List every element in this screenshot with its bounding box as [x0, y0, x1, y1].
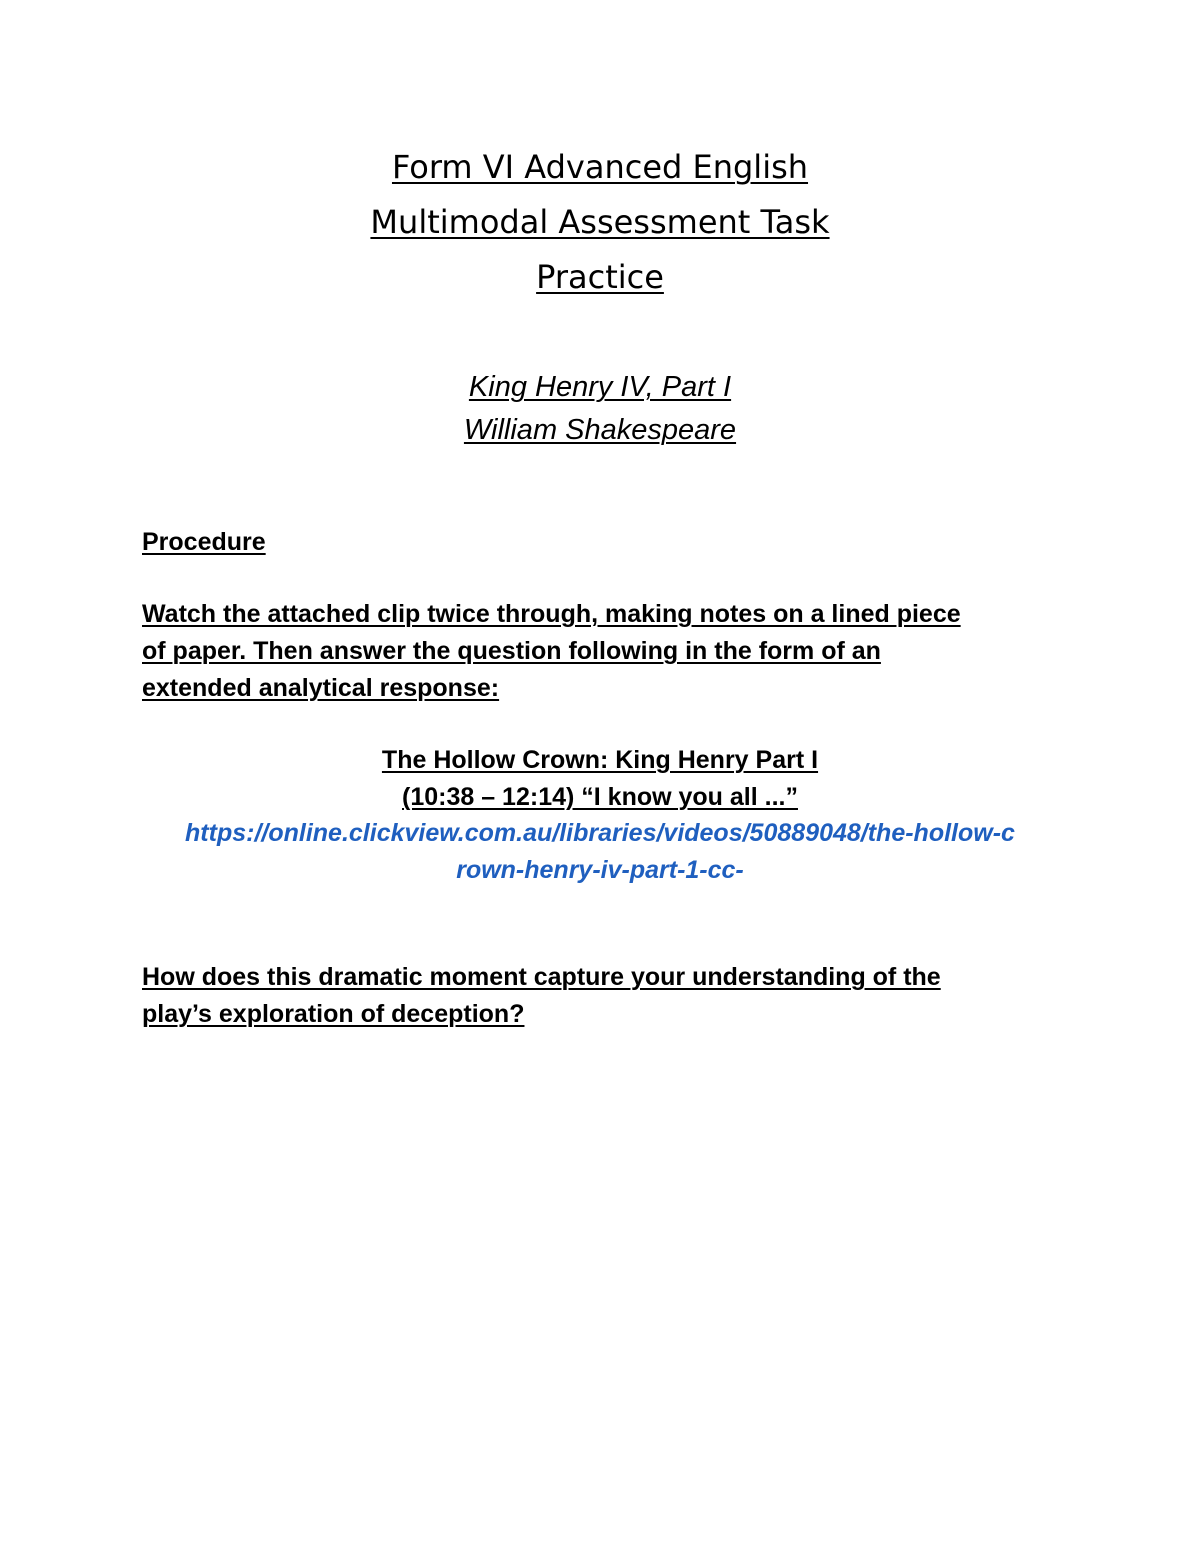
- title-line-2: Multimodal Assessment Task: [370, 203, 830, 241]
- procedure-line-2: of paper. Then answer the question following in the form of an: [142, 637, 881, 665]
- question-line-1: How does this dramatic moment capture your understanding of the: [142, 963, 941, 991]
- text-info: [0, 366, 1200, 452]
- clip-info: [0, 742, 1200, 816]
- document-title: [0, 140, 1200, 305]
- procedure-line-3: extended analytical response:: [142, 674, 500, 702]
- clip-link[interactable]: [0, 815, 1200, 889]
- procedure-line-1: Watch the attached clip twice through, making notes on a lined piece: [142, 600, 961, 628]
- clip-timestamp: (10:38 – 12:14) “I know you all ...”: [402, 783, 798, 811]
- clip-title: The Hollow Crown: King Henry Part I: [381, 746, 819, 774]
- procedure-heading: [142, 524, 266, 561]
- play-title: King Henry IV, Part I: [468, 371, 732, 403]
- question-line-2: play’s exploration of deception?: [142, 1000, 525, 1028]
- procedure-instructions: [142, 596, 1062, 707]
- title-line-1: Form VI Advanced English: [391, 148, 809, 186]
- author-name: William Shakespeare: [463, 414, 737, 446]
- clip-link-line-1[interactable]: https://online.clickview.com.au/libraries/videos/50889048/the-hollow-c: [185, 819, 1015, 847]
- title-line-3: Practice: [536, 258, 664, 296]
- assessment-question: [142, 959, 1062, 1033]
- procedure-heading-text: Procedure: [142, 528, 266, 556]
- clip-link-line-2[interactable]: rown-henry-iv-part-1-cc-: [456, 856, 744, 884]
